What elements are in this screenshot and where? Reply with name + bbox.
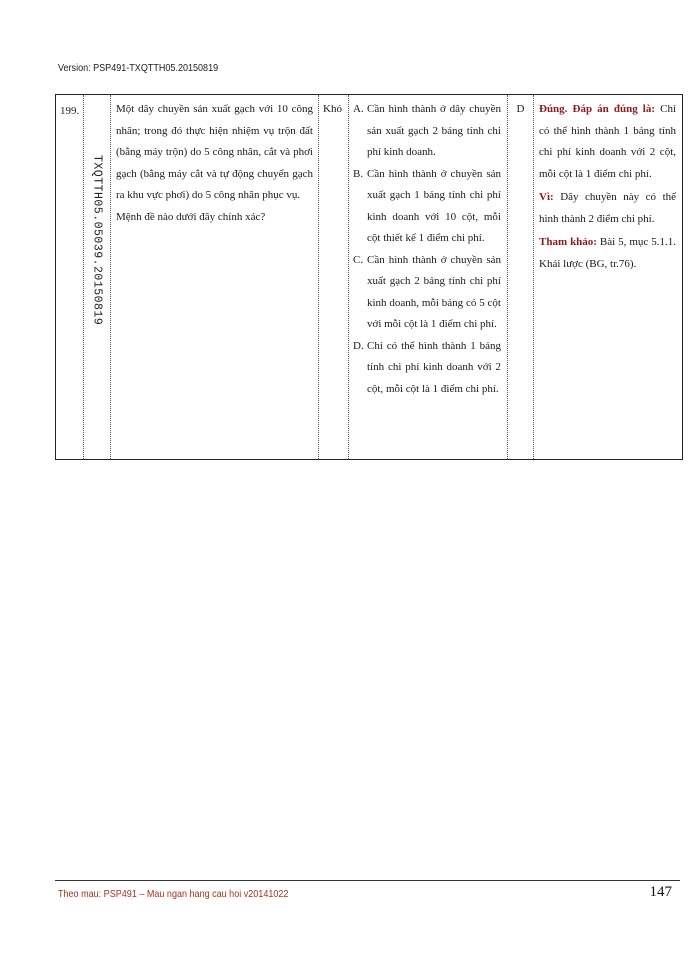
question-prompt: Mệnh đề nào dưới đây chính xác? (116, 210, 266, 223)
difficulty-cell (319, 95, 349, 460)
reference-text: Bài 5, mục 5.1.1. Khái lược (BG, tr.76). (539, 236, 676, 270)
page-number: 147 (649, 884, 672, 900)
option-c (353, 250, 501, 336)
reason-note (539, 187, 676, 230)
reason-text: Dây chuyền này có thể hình thành 2 điểm chi phí. (539, 191, 677, 225)
correct-text: Chỉ có thể hình thành 1 bảng tính chi phí kinh doanh với 2 cột, mỗi cột là 1 điểm chi phí. (539, 103, 677, 180)
question-text: Một dây chuyền sản xuất gạch với 10 công nhân; trong đó thực hiện nhiệm vụ trộn đất (bằng máy trộn) do 5 công nhân, cắt và phơi gạch (bằng máy cắt và tự động chuyển gạch ra khu vực phơi) do 5 công nhân phục vụ. (116, 103, 313, 201)
option-letter: B. (353, 167, 364, 180)
question-number: 199. (60, 105, 80, 117)
footer-rule (55, 880, 680, 881)
option-b (353, 164, 501, 250)
option-letter: D. (353, 339, 364, 352)
reference-note (539, 232, 676, 275)
correct-label: Đúng. Đáp án đúng là: (539, 103, 656, 115)
option-letter: A. (353, 103, 364, 115)
question-table (55, 94, 683, 460)
reference-label: Tham khảo: (539, 236, 597, 248)
question-text-cell (111, 95, 319, 460)
difficulty-level: Khó (323, 103, 342, 115)
option-letter: C. (353, 253, 364, 266)
answer-key: D (516, 103, 525, 115)
option-d (353, 336, 501, 401)
answer-key-cell (508, 95, 534, 460)
option-text: Chỉ có thể hình thành 1 bảng tính chi phí kinh doanh với 2 cột, mỗi cột là 1 điểm chi phí. (367, 339, 501, 395)
correct-answer-note (539, 99, 676, 185)
option-text: Cần hình thành ở chuyền sản xuất gạch 1 bảng tính chi phí kinh doanh với 10 cột, mỗi cột thiết kế 1 điểm chi phí. (367, 167, 501, 244)
question-number-cell (56, 95, 84, 460)
option-a (353, 99, 501, 164)
footer-template-label: Theo mau: PSP491 – Mau ngan hang cau hoi v20141022 (58, 888, 289, 900)
option-text: Cần hình thành ở dây chuyền sản xuất gạch 2 bảng tính chi phí kinh doanh. (367, 103, 501, 158)
option-text: Cần hình thành ở chuyền sản xuất gạch 2 bảng tính chi phí kinh doanh, mỗi bảng có 5 cột với mỗi cột là 1 điểm chi phí. (367, 253, 501, 330)
explanation-cell (534, 95, 683, 460)
question-row (56, 95, 683, 460)
options-cell (349, 95, 508, 460)
reason-label: Vì: (539, 191, 554, 203)
version-label: Version: PSP491-TXQTTH05.20150819 (58, 62, 219, 74)
question-code: TXQTTH05.05039.20150819 (90, 155, 104, 326)
question-code-cell (84, 95, 111, 460)
